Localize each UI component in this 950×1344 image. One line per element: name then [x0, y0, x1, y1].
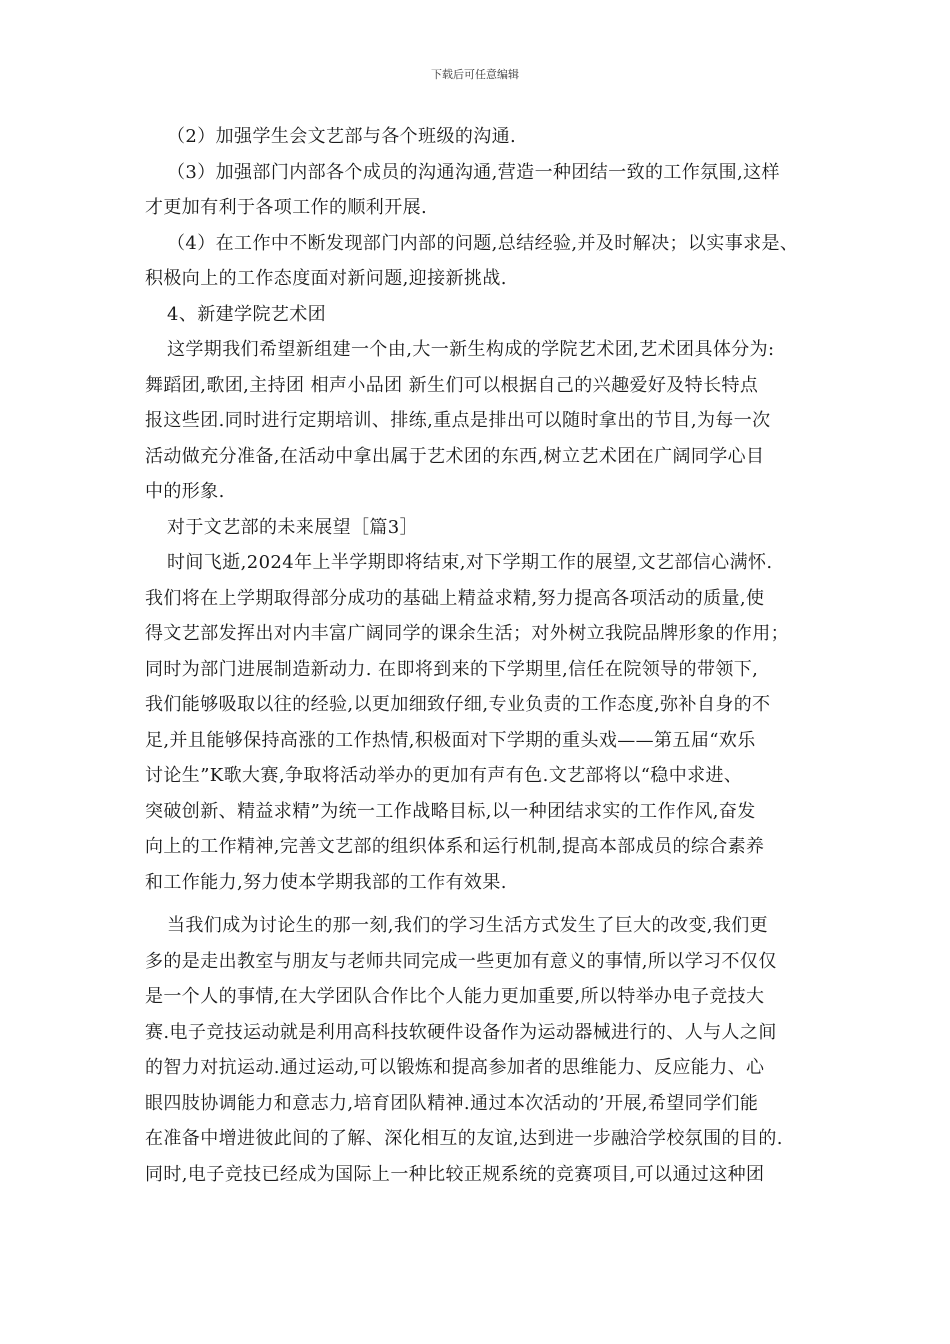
text-line: 我们将在上学期取得部分成功的基础上精益求精,努力提高各项活动的质量,使	[145, 587, 765, 609]
text-line: 和工作能力,努力使本学期我部的工作有效果.	[145, 871, 507, 893]
text-line: 4、新建学院艺术团	[167, 303, 327, 325]
text-line: 的智力对抗运动.通过运动,可以锻炼和提高参加者的思维能力、反应能力、心	[145, 1057, 765, 1078]
text-line: 在准备中增进彼此间的了解、深化相互的友谊,达到进一步融洽学校氛围的目的.	[145, 1128, 783, 1149]
text-line: 时间飞逝,2024年上半学期即将结束,对下学期工作的展望,文艺部信心满怀.	[167, 552, 773, 573]
text-line: （2）加强学生会文艺部与各个班级的沟通.	[167, 126, 517, 147]
text-line: 报这些团.同时进行定期培训、排练,重点是排出可以随时拿出的节目,为每一次	[145, 410, 771, 431]
text-line: 突破创新、精益求精”为统一工作战略目标,以一种团结求实的工作作风,奋发	[145, 800, 756, 822]
text-line: 是一个人的事情,在大学团队合作比个人能力更加重要,所以特举办电子竞技大	[145, 986, 765, 1007]
text-line: 中的形象.	[145, 481, 225, 502]
text-line: 积极向上的工作态度面对新问题,迎接新挑战.	[145, 268, 507, 289]
text-line: 这学期我们希望新组建一个由,大一新生构成的学院艺术团,艺术团具体分为:	[167, 339, 775, 360]
text-line: 向上的工作精神,完善文艺部的组织体系和运行机制,提高本部成员的综合素养	[145, 836, 765, 857]
page-header: 下载后可任意编辑	[431, 68, 519, 81]
text-line: 活动做充分准备,在活动中拿出属于艺术团的东西,树立艺术团在广阔同学心目	[145, 445, 765, 467]
text-line: 得文艺部发挥出对内丰富广阔同学的课余生活；对外树立我院品牌形象的作用；	[145, 623, 789, 644]
text-line: 同时为部门进展制造新动力. 在即将到来的下学期里,信任在院领导的带领下,	[145, 658, 759, 680]
text-line: 我们能够吸取以往的经验,以更加细致仔细,专业负责的工作态度,弥补自身的不	[145, 694, 771, 715]
text-line: 同时,电子竞技已经成为国际上一种比较正规系统的竞赛项目,可以通过这种团	[145, 1163, 765, 1185]
text-line: 赛.电子竞技运动就是利用高科技软硬件设备作为运动器械进行的、人与人之间	[145, 1021, 777, 1043]
text-line: 舞蹈团,歌团,主持团 相声小品团 新生们可以根据自己的兴趣爱好及特长特点	[145, 374, 759, 396]
text-line: 多的是走出教室与朋友与老师共同完成一些更加有意义的事情,所以学习不仅仅	[145, 950, 777, 972]
text-line: 足,并且能够保持高涨的工作热情,积极面对下学期的重头戏——第五届“欢乐	[145, 729, 756, 751]
paragraph-gap	[145, 900, 821, 908]
text-line: 眼四肢协调能力和意志力,培育团队精神.通过本次活动的’开展,希望同学们能	[145, 1092, 759, 1114]
text-line: （3）加强部门内部各个成员的沟通沟通,营造一种团结一致的工作氛围,这样	[167, 161, 780, 183]
text-line: 才更加有利于各项工作的顺利开展.	[145, 197, 428, 218]
text-line: 对于文艺部的未来展望［篇3］	[167, 516, 419, 538]
text-line: 讨论生”K歌大赛,争取将活动举办的更加有声有色.文艺部将以“稳中求进、	[145, 765, 743, 786]
text-line: 当我们成为讨论生的那一刻,我们的学习生活方式发生了巨大的改变,我们更	[167, 915, 769, 936]
text-line: （4）在工作中不断发现部门内部的问题,总结经验,并及时解决；以实事求是、	[167, 232, 799, 254]
document-body	[145, 119, 821, 1192]
